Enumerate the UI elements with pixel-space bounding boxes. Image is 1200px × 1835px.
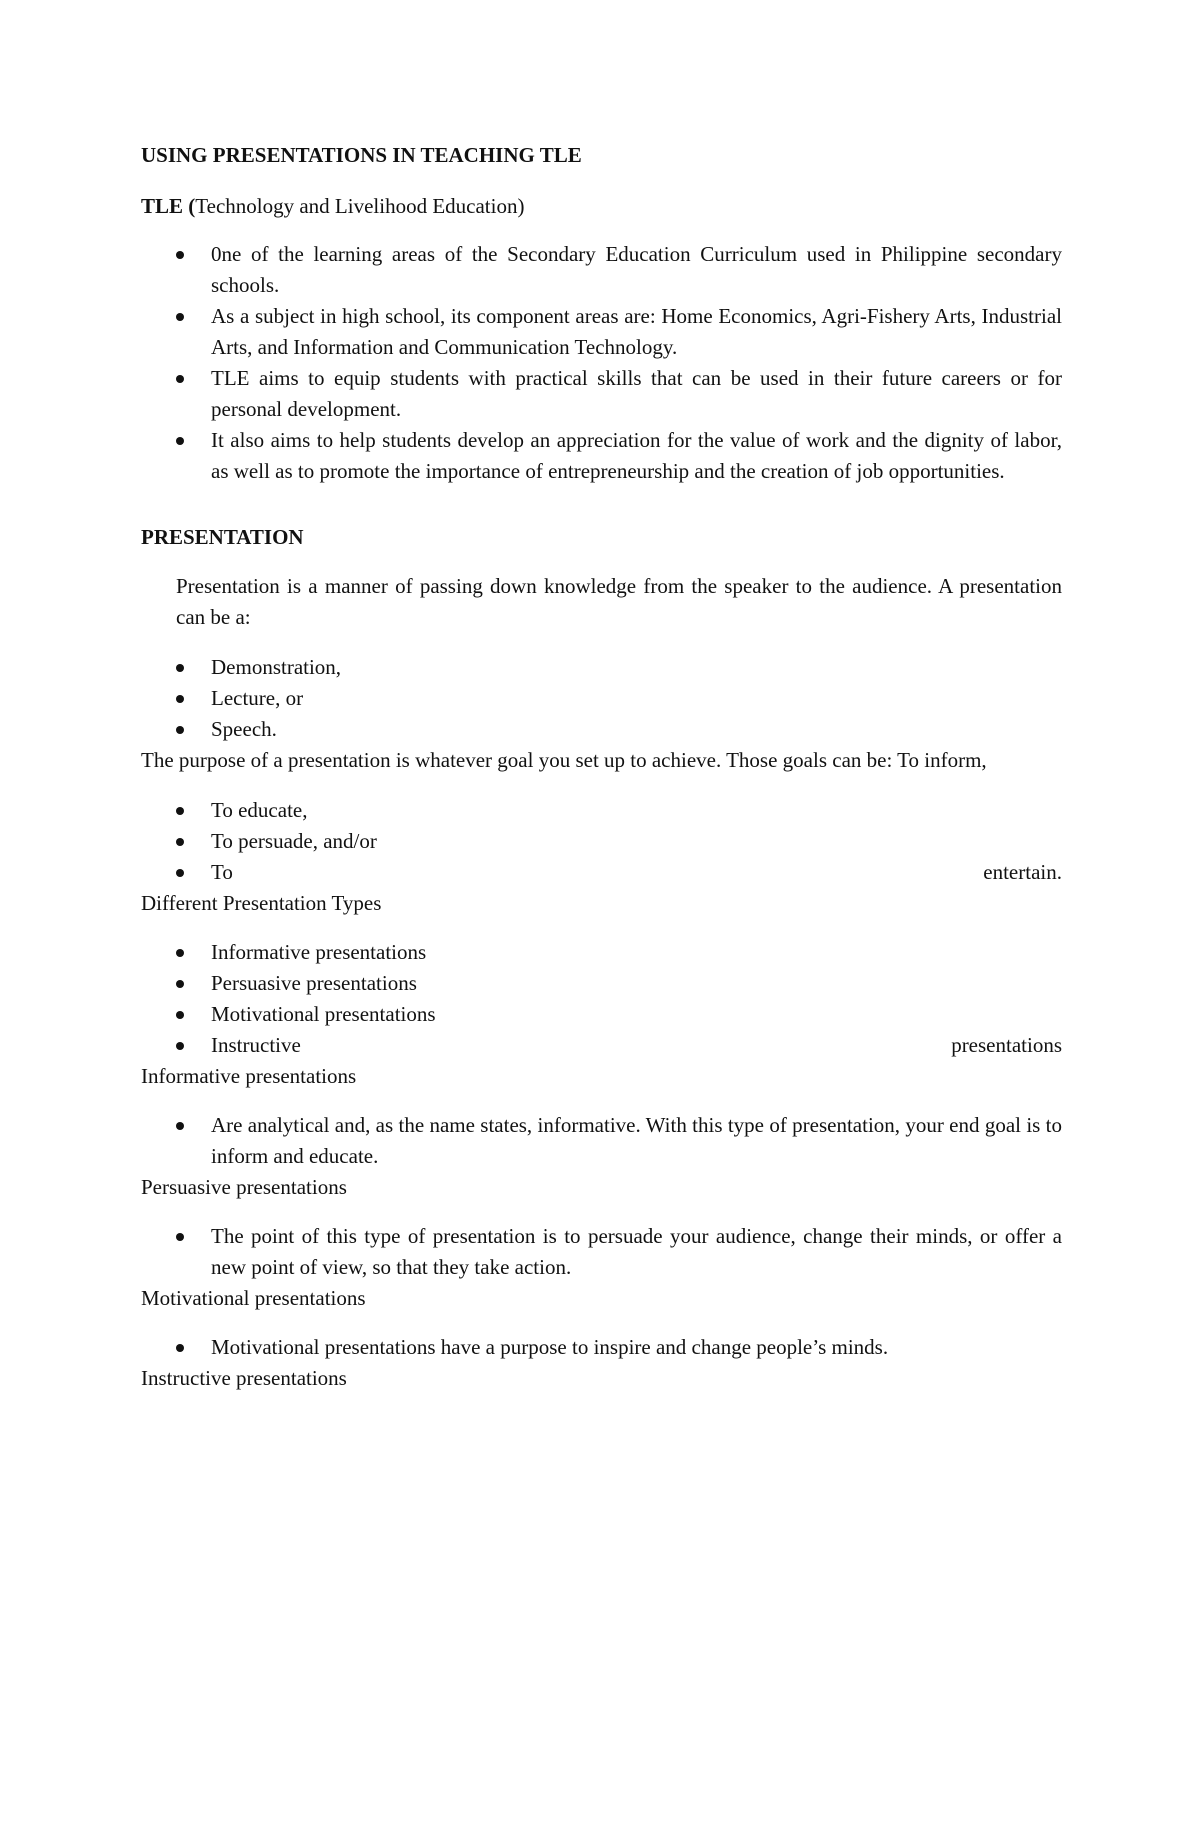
document-title: USING PRESENTATIONS IN TEACHING TLE [141, 143, 582, 167]
purpose-goals-list [141, 795, 1062, 888]
motivational-label: Motivational presentations [141, 1286, 366, 1310]
list-item: Motivational presentations have a purpose to inspire and change people’s minds. [141, 1332, 1062, 1363]
document-page [141, 140, 1062, 1412]
list-item: Lecture, or [141, 683, 1062, 714]
split-line [211, 1030, 1062, 1061]
presentation-heading: PRESENTATION [141, 525, 304, 549]
list-item: TLE aims to equip students with practical skills that can be used in their future careers or for personal development. [141, 363, 1062, 425]
presentation-intro: Presentation is a manner of passing down knowledge from the speaker to the audience. A presentation can be a: [176, 574, 1062, 629]
split-left: To [211, 860, 233, 884]
list-item: Persuasive presentations [141, 968, 1062, 999]
list-item: Are analytical and, as the name states, informative. With this type of presentation, your end goal is to inform and educate. [141, 1110, 1062, 1172]
split-left: Instructive [211, 1033, 301, 1057]
list-item: To persuade, and/or [141, 826, 1062, 857]
list-item: Speech. [141, 714, 1062, 745]
types-list [141, 937, 1062, 1061]
purpose-paragraph: The purpose of a presentation is whatever goal you set up to achieve. Those goals can be: To inform, [141, 748, 987, 772]
tle-bullet-list [141, 239, 1062, 487]
list-item [141, 857, 1062, 888]
list-item: Motivational presentations [141, 999, 1062, 1030]
split-line [211, 857, 1062, 888]
informative-label: Informative presentations [141, 1064, 357, 1088]
list-item: As a subject in high school, its component areas are: Home Economics, Agri-Fishery Arts, Industrial Arts, and Information and Communication Technology. [141, 301, 1062, 363]
instructive-label: Instructive presentations [141, 1366, 347, 1390]
list-item: It also aims to help students develop an appreciation for the value of work and the dignity of labor, as well as to promote the importance of entrepreneurship and the creation of job opportunities. [141, 425, 1062, 487]
presentation-forms-list [141, 652, 1062, 745]
list-item: Demonstration, [141, 652, 1062, 683]
list-item: The point of this type of presentation is to persuade your audience, change their minds, or offer a new point of view, so that they take action. [141, 1221, 1062, 1283]
motivational-list [141, 1332, 1062, 1363]
persuasive-label: Persuasive presentations [141, 1175, 347, 1199]
informative-list [141, 1110, 1062, 1172]
split-right: entertain. [983, 860, 1062, 884]
tle-heading [141, 191, 1062, 222]
list-item: 0ne of the learning areas of the Secondary Education Curriculum used in Philippine secondary schools. [141, 239, 1062, 301]
types-label: Different Presentation Types [141, 891, 382, 915]
list-item: To educate, [141, 795, 1062, 826]
list-item [141, 1030, 1062, 1061]
list-item: Informative presentations [141, 937, 1062, 968]
tle-heading-bold: TLE ( [141, 194, 196, 218]
persuasive-list [141, 1221, 1062, 1283]
tle-heading-rest: Technology and Livelihood Education) [195, 194, 525, 218]
split-right: presentations [951, 1033, 1062, 1057]
